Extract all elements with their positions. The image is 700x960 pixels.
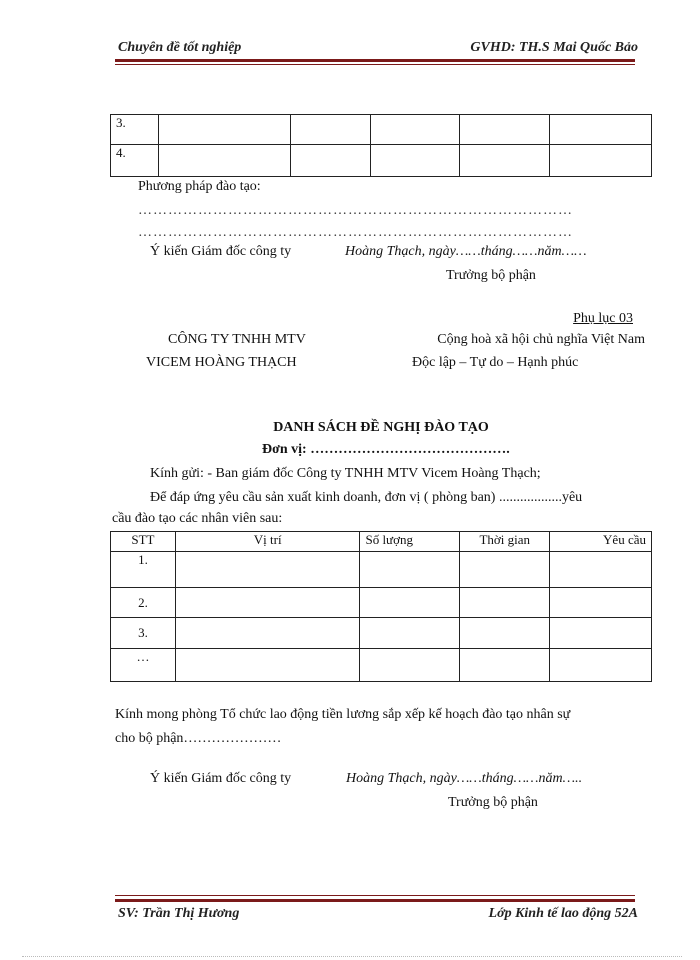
header-rule-thin bbox=[115, 64, 635, 65]
footer-rule-thin bbox=[115, 895, 635, 896]
company-name-line2: VICEM HOÀNG THẠCH bbox=[146, 355, 297, 370]
request-paragraph-line1: Để đáp ứng yêu cầu sản xuất kinh doanh, đơn vị ( phòng ban) ..................yêu bbox=[150, 490, 583, 505]
table-row bbox=[111, 552, 652, 588]
national-title: Cộng hoà xã hội chủ nghĩa Việt Nam bbox=[437, 332, 645, 347]
footer-left: SV: Trần Thị Hương bbox=[118, 906, 240, 921]
header-requirement: Yêu cầu bbox=[550, 532, 652, 552]
dots-line-1: …………………………………………………………………………… bbox=[138, 203, 573, 218]
footer-right: Lớp Kinh tế lao động 52A bbox=[488, 906, 638, 921]
closing-line1: Kính mong phòng Tổ chức lao động tiền lương sắp xếp kế hoạch đào tạo nhân sự bbox=[115, 707, 571, 722]
closing-line2: cho bộ phận………………… bbox=[115, 731, 282, 746]
national-motto: Độc lập – Tự do – Hạnh phúc bbox=[412, 355, 579, 370]
table-header-row bbox=[111, 532, 652, 552]
request-paragraph-line2: cầu đào tạo các nhân viên sau: bbox=[112, 511, 283, 526]
footer-rule bbox=[115, 899, 635, 902]
director-opinion: Ý kiến Giám đốc công ty bbox=[150, 244, 292, 259]
header-right: GVHD: TH.S Mai Quốc Bảo bbox=[470, 40, 638, 55]
page-edge bbox=[22, 956, 682, 957]
header-quantity: Số lượng bbox=[360, 532, 460, 552]
row-number: … bbox=[111, 649, 176, 682]
company-name-line1: CÔNG TY TNHH MTV bbox=[168, 332, 306, 347]
header-left: Chuyên đề tốt nghiệp bbox=[118, 40, 242, 55]
closing-dept-head: Trưởng bộ phận bbox=[448, 795, 538, 810]
row-number: 2. bbox=[111, 588, 176, 618]
table-row bbox=[111, 115, 652, 145]
top-table bbox=[110, 114, 652, 177]
table-cell: 4. bbox=[111, 145, 159, 177]
table-row bbox=[111, 588, 652, 618]
header-rule bbox=[115, 59, 635, 62]
dots-line-2: …………………………………………………………………………… bbox=[138, 225, 573, 240]
document-title: DANH SÁCH ĐỀ NGHỊ ĐÀO TẠO bbox=[273, 420, 489, 435]
dept-head: Trưởng bộ phận bbox=[446, 268, 536, 283]
header-position: Vị trí bbox=[175, 532, 360, 552]
closing-director-opinion: Ý kiến Giám đốc công ty bbox=[150, 771, 292, 786]
recipient-line: Kính gửi: - Ban giám đốc Công ty TNHH MTV Vicem Hoàng Thạch; bbox=[150, 466, 541, 481]
table-row bbox=[111, 649, 652, 682]
closing-place-date: Hoàng Thạch, ngày……tháng……năm….. bbox=[346, 771, 583, 786]
table-row bbox=[111, 145, 652, 177]
table-row bbox=[111, 618, 652, 649]
training-method-label: Phương pháp đào tạo: bbox=[138, 179, 261, 194]
row-number: 1. bbox=[111, 552, 176, 588]
row-number: 3. bbox=[111, 618, 176, 649]
header-time: Thời gian bbox=[460, 532, 550, 552]
place-date: Hoàng Thạch, ngày……tháng……năm…… bbox=[345, 244, 587, 259]
unit-line: Đơn vị: ……………………………………. bbox=[262, 442, 510, 457]
training-request-table bbox=[110, 531, 652, 682]
appendix-label: Phụ lục 03 bbox=[573, 311, 633, 326]
table-cell: 3. bbox=[111, 115, 159, 145]
header-stt: STT bbox=[111, 532, 176, 552]
